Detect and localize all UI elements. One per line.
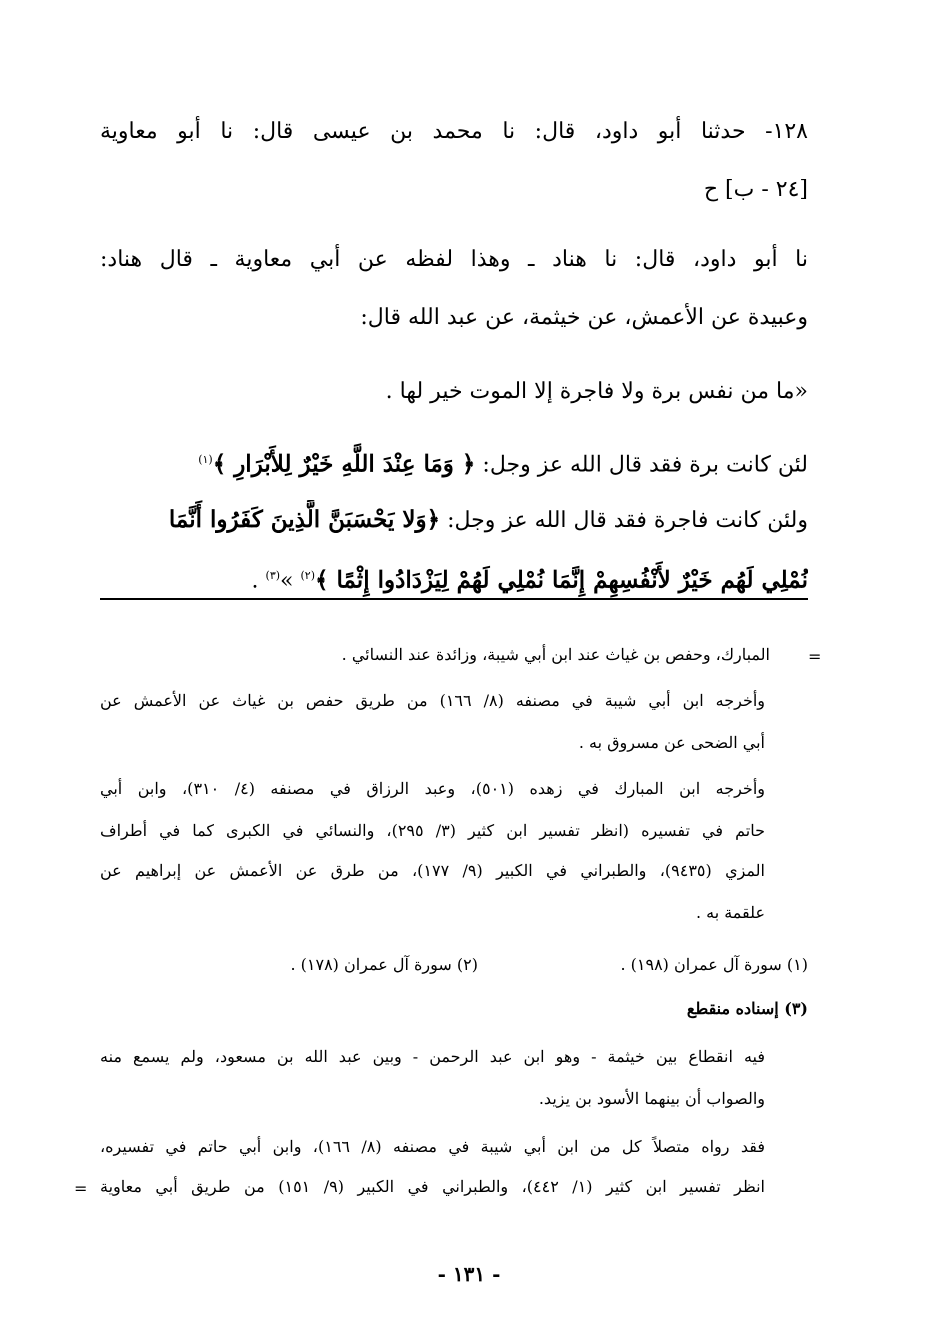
- hadith-line-1: ١٢٨- حدثنا أبو داود، قال: نا محمد بن عيسى قال: نا أبو معاوية: [100, 119, 808, 144]
- page-number: - ١٣١ -: [437, 1262, 501, 1286]
- footnote-3-line-2: والصواب أن بينهما الأسود بن يزيد.: [538, 1089, 765, 1108]
- footnote-line-1: المبارك، وحفص بن غياث عند ابن أبي شيبة، وزائدة عند النسائي .: [341, 645, 770, 664]
- footnote-3-line-3: فقد رواه متصلاً كل من ابن أبي شيبة في مصنفه (٨/ ١٦٦)، وابن أبي حاتم في تفسيره،: [100, 1137, 765, 1156]
- hadith-matn: «ما من نفس برة ولا فاجرة إلا الموت خير لها .: [385, 379, 808, 404]
- footnote-refs-row: [100, 950, 808, 980]
- footnote-line-5: حاتم في تفسيره (انظر تفسير ابن كثير (٣/ ٢٩٥)، والنسائي في الكبرى كما في أطراف: [100, 821, 765, 840]
- end-dot: .: [251, 568, 259, 594]
- footnote-line-2: وأخرجه ابن أبي شيبة في مصنفه (٨/ ١٦٦) من طريق حفص بن غياث عن الأعمش عن: [100, 691, 765, 710]
- continuation-mark-bottom: =: [74, 1179, 88, 1198]
- footnote-1: (١) سورة آل عمران (١٩٨) .: [620, 955, 808, 974]
- footnote-separator: [100, 598, 808, 600]
- footnote-ref-1: (١): [198, 453, 213, 466]
- footnote-ref-2: (٢): [300, 569, 316, 582]
- quote-close: »: [280, 568, 294, 594]
- footnote-line-7: علقمة به .: [695, 903, 765, 922]
- hadith-line-2: نا أبو داود، قال: نا هناد ـ وهذا لفظه عن أبي معاوية ـ قال هناد:: [100, 247, 808, 272]
- footnote-3-line-4: انظر تفسير ابن كثير (١/ ٤٤٢)، والطبراني في الكبير (٩/ ١٥١) من طريق أبي معاوية: [100, 1177, 765, 1196]
- footnote-3-line-1: فيه انقطاع بين خيثمة - وهو ابن عبد الرحمن - وبين عبد الله بن مسعود، ولم يسمع منه: [100, 1047, 765, 1066]
- verse-line-3: [100, 556, 808, 598]
- verse2-intro: ولئن كانت فاجرة فقد قال الله عز وجل:: [447, 508, 808, 533]
- footnote-line-4: وأخرجه ابن المبارك في زهده (٥٠١)، وعبد الرزاق في مصنفه (٤/ ٣١٠)، وابن أبي: [100, 779, 765, 798]
- quran-verse-1: ﴿ وَمَا عِنْدَ اللَّهِ خَيْرٌ لِلأَبْرَارِ ﴾: [212, 450, 476, 478]
- folio-marker-line: [٢٤ - ب] ح: [703, 177, 808, 202]
- verse1-intro: لئن كانت برة فقد قال الله عز وجل:: [482, 452, 808, 478]
- footnote-line-6: المزي (٩٤٣٥)، والطبراني في الكبير (٩/ ١٧٧)، من طرق عن الأعمش عن إبراهيم عن: [100, 861, 765, 880]
- continuation-mark-top: =: [808, 647, 822, 666]
- hadith-line-3: وعبيدة عن الأعمش، عن خيثمة، عن عبد الله قال:: [360, 305, 808, 330]
- verse-line-1: [100, 440, 808, 482]
- verse-line-2: [100, 500, 808, 542]
- quran-verse-2a: ﴿وَلا يَحْسَبَنَّ الَّذِينَ كَفَرُوا أَنَّمَا: [168, 506, 441, 533]
- footnote-3-title: (٣) إسناده منقطع: [686, 999, 808, 1018]
- quran-verse-2b: نُمْلِي لَهُم خَيْرٌ لأَنْفُسِهِمْ إِنَّمَا نُمْلِي لَهُمْ لِيَزْدَادُوا إِثْمًا ﴾: [315, 566, 808, 594]
- footnote-ref-3: (٣): [265, 569, 281, 582]
- footnote-2: (٢) سورة آل عمران (١٧٨) .: [290, 955, 478, 974]
- footnote-line-3: أبي الضحى عن مسروق به .: [578, 733, 765, 752]
